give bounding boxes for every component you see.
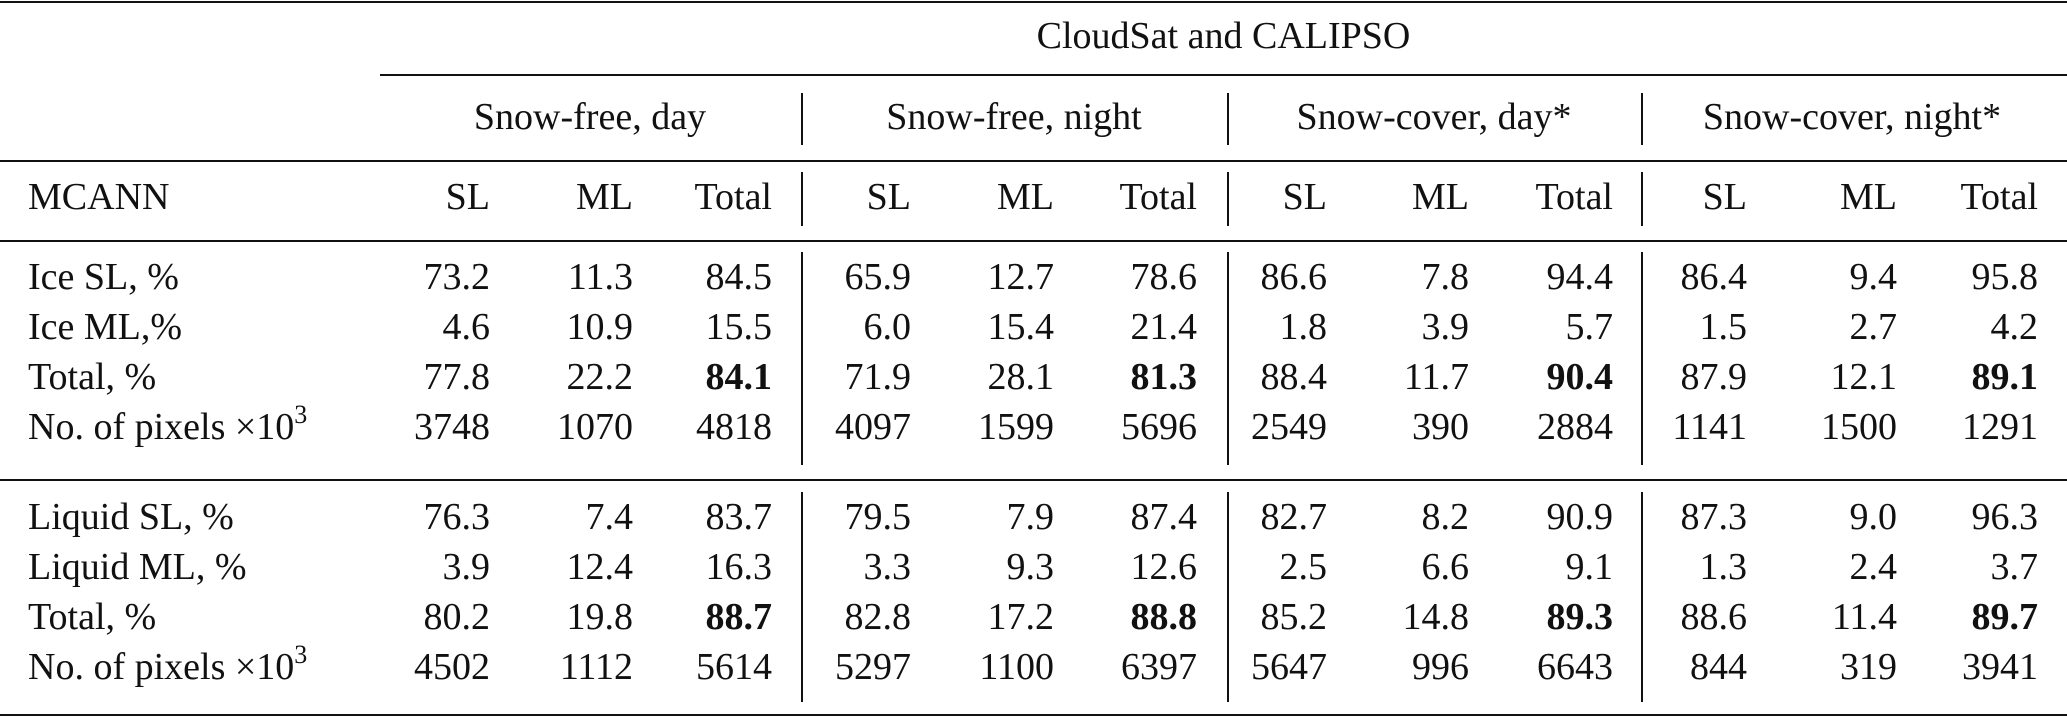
header-bottom-rule (0, 160, 2067, 162)
table-cell: 86.6 (1260, 256, 1327, 298)
table-cell: 21.4 (1130, 306, 1197, 348)
table-cell: 2.4 (1849, 546, 1897, 588)
table-cell: 96.3 (1971, 496, 2038, 538)
table-cell: 17.2 (987, 596, 1054, 638)
col-header-total: Total (1119, 176, 1197, 218)
table-cell: 15.5 (705, 306, 772, 348)
table-cell: 12.7 (987, 256, 1054, 298)
table-cell: 88.6 (1680, 596, 1747, 638)
table-cell: 82.7 (1260, 496, 1327, 538)
table-cell: 4.6 (442, 306, 490, 348)
table-cell: 85.2 (1260, 596, 1327, 638)
table-cell: 3.3 (863, 546, 911, 588)
table-cell: 8.2 (1421, 496, 1469, 538)
table-cell: 88.8 (1130, 596, 1197, 638)
col-header-ml: ML (576, 176, 633, 218)
table-cell: 7.4 (585, 496, 633, 538)
table-cell: 5614 (696, 646, 772, 688)
table-cell: 2884 (1537, 406, 1613, 448)
section-divider-rule (0, 479, 2067, 481)
table-cell: 1070 (557, 406, 633, 448)
table-cell: 11.3 (567, 256, 633, 298)
table-cell: 12.1 (1830, 356, 1897, 398)
table-cell: 89.3 (1546, 596, 1613, 638)
table-cell: 1500 (1821, 406, 1897, 448)
row-label-text: Ice SL, % (28, 256, 179, 298)
table-cell: 5297 (835, 646, 911, 688)
col-header-total: Total (1960, 176, 2038, 218)
table-cell: 80.2 (423, 596, 490, 638)
col-header-ml: ML (997, 176, 1054, 218)
table-cell: 3.9 (1421, 306, 1469, 348)
row-label-text: Liquid SL, % (28, 496, 234, 538)
top-header: CloudSat and CALIPSO (1036, 15, 1411, 57)
row-label-text: Liquid ML, % (28, 546, 247, 588)
group-header-snow-free-night: Snow-free, night (886, 96, 1142, 138)
row-label (28, 353, 388, 401)
table-cell: 4097 (835, 406, 911, 448)
row-label (28, 400, 388, 451)
table-cell: 2549 (1251, 406, 1327, 448)
table-cell: 84.5 (705, 256, 772, 298)
table-cell: 390 (1412, 406, 1469, 448)
table-cell: 14.8 (1402, 596, 1469, 638)
table-cell: 3941 (1962, 646, 2038, 688)
row-label (28, 493, 388, 541)
table-cell: 90.9 (1546, 496, 1613, 538)
group-separator-1 (801, 93, 803, 145)
stub-header: MCANN (28, 176, 170, 218)
table-cell: 9.3 (1006, 546, 1054, 588)
table-cell: 89.7 (1971, 596, 2038, 638)
row-label (28, 640, 388, 691)
table-cell: 1.8 (1279, 306, 1327, 348)
top-rule (0, 1, 2067, 3)
table-cell: 9.0 (1849, 496, 1897, 538)
row-label-superscript: 3 (294, 400, 308, 429)
table-cell: 2.5 (1279, 546, 1327, 588)
table-cell: 9.4 (1849, 256, 1897, 298)
col-header-sl: SL (1282, 176, 1327, 218)
table-cell: 1.3 (1699, 546, 1747, 588)
table-cell: 71.9 (844, 356, 911, 398)
table-cell: 81.3 (1130, 356, 1197, 398)
table-cell: 19.8 (566, 596, 633, 638)
col-header-sl: SL (866, 176, 911, 218)
row-label (28, 303, 388, 351)
row-label (28, 593, 388, 641)
group-header-rule (380, 74, 2067, 76)
table-cell: 10.9 (566, 306, 633, 348)
table-cell: 82.8 (844, 596, 911, 638)
col-header-sl: SL (445, 176, 490, 218)
table-cell: 11.4 (1831, 596, 1897, 638)
row-label-text: No. of pixels ×10 (28, 646, 295, 688)
table-cell: 5696 (1121, 406, 1197, 448)
table-cell: 996 (1412, 646, 1469, 688)
table-cell: 22.2 (566, 356, 633, 398)
table-cell: 12.6 (1130, 546, 1197, 588)
table-cell: 319 (1840, 646, 1897, 688)
table-cell: 7.8 (1421, 256, 1469, 298)
table-cell: 3.9 (442, 546, 490, 588)
table-cell: 1112 (559, 646, 633, 688)
table-cell: 6643 (1537, 646, 1613, 688)
table-cell: 28.1 (987, 356, 1054, 398)
row-label-superscript: 3 (294, 640, 308, 669)
table-cell: 84.1 (705, 356, 772, 398)
group-header-snow-cover-day: Snow-cover, day* (1296, 96, 1572, 138)
table-cell: 4.2 (1990, 306, 2038, 348)
table-cell: 86.4 (1680, 256, 1747, 298)
table-cell: 1.5 (1699, 306, 1747, 348)
table-cell: 2.7 (1849, 306, 1897, 348)
table-cell: 1291 (1962, 406, 2038, 448)
table-cell: 90.4 (1546, 356, 1613, 398)
row-label (28, 543, 388, 591)
table-cell: 1599 (978, 406, 1054, 448)
table-cell: 11.7 (1403, 356, 1469, 398)
table-cell: 5647 (1251, 646, 1327, 688)
table-cell: 9.1 (1565, 546, 1613, 588)
table-cell: 3.7 (1990, 546, 2038, 588)
table-cell: 95.8 (1971, 256, 2038, 298)
table-cell: 83.7 (705, 496, 772, 538)
table-cell: 94.4 (1546, 256, 1613, 298)
table-cell: 5.7 (1565, 306, 1613, 348)
table-cell: 3748 (414, 406, 490, 448)
col-header-ml: ML (1840, 176, 1897, 218)
table-cell: 87.4 (1130, 496, 1197, 538)
table-cell: 6397 (1121, 646, 1197, 688)
table-cell: 12.4 (566, 546, 633, 588)
table-cell: 87.3 (1680, 496, 1747, 538)
row-label-text: Ice ML,% (28, 306, 183, 348)
table-cell: 88.7 (705, 596, 772, 638)
table-cell: 76.3 (423, 496, 490, 538)
group-header-snow-cover-night: Snow-cover, night* (1702, 96, 2002, 138)
table-cell: 78.6 (1130, 256, 1197, 298)
row-label-text: Total, % (28, 356, 157, 398)
subheader-bottom-rule (0, 240, 2067, 242)
table-cell: 88.4 (1260, 356, 1327, 398)
group-separator-2 (1227, 93, 1229, 145)
col-header-ml: ML (1412, 176, 1469, 218)
table-cell: 6.0 (863, 306, 911, 348)
table-cell: 79.5 (844, 496, 911, 538)
table-cell: 7.9 (1006, 496, 1054, 538)
table-cell: 15.4 (987, 306, 1054, 348)
table-cell: 77.8 (423, 356, 490, 398)
row-label-text: Total, % (28, 596, 157, 638)
table-cell: 65.9 (844, 256, 911, 298)
col-header-total: Total (694, 176, 772, 218)
table-cell: 6.6 (1421, 546, 1469, 588)
table-cell: 1100 (979, 646, 1054, 688)
group-separator-3 (1641, 93, 1643, 145)
table-cell: 4502 (414, 646, 490, 688)
table-cell: 4818 (696, 406, 772, 448)
table-cell: 1141 (1672, 406, 1747, 448)
table-cell: 87.9 (1680, 356, 1747, 398)
col-header-total: Total (1535, 176, 1613, 218)
group-header-snow-free-day: Snow-free, day (473, 96, 707, 138)
col-header-sl: SL (1702, 176, 1747, 218)
row-label-text: No. of pixels ×10 (28, 406, 295, 448)
row-label (28, 253, 388, 301)
table-cell: 16.3 (705, 546, 772, 588)
bottom-rule (0, 714, 2067, 716)
table-cell: 89.1 (1971, 356, 2038, 398)
table-cell: 844 (1690, 646, 1747, 688)
table-cell: 73.2 (423, 256, 490, 298)
